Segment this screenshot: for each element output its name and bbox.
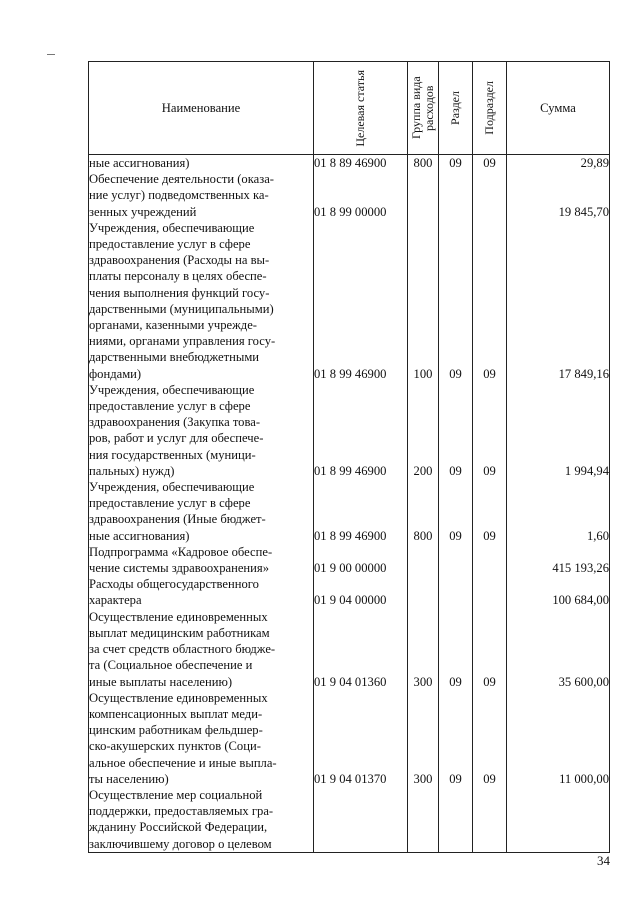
row-group [408, 787, 439, 852]
row-name-line: чения выполнения функций госу- [89, 285, 270, 300]
row-name-line: Обеспечение деятельности (оказа- [89, 172, 274, 187]
row-name-line: платы персоналу в целях обеспе- [89, 269, 267, 284]
row-name-line: альное обеспечение и иные выпла- [89, 755, 277, 770]
table-row [89, 382, 610, 479]
row-subsection [473, 171, 507, 220]
row-section: 09 [439, 155, 473, 172]
row-name-line: цинским работникам фельдшер- [89, 723, 263, 738]
row-name-line: Учреждения, обеспечивающие [89, 382, 255, 397]
row-article: 01 9 00 00000 [314, 544, 408, 576]
table-row [89, 787, 610, 852]
row-name-line: ров, работ и услуг для обеспече- [89, 431, 264, 446]
table-row [89, 576, 610, 608]
table-row [89, 171, 610, 220]
row-section: 09 [439, 220, 473, 382]
row-group: 800 [408, 479, 439, 544]
row-group [408, 544, 439, 576]
row-name [89, 479, 314, 544]
row-subsection [473, 787, 507, 852]
row-section: 09 [439, 479, 473, 544]
row-name [89, 609, 314, 690]
row-name-line: здравоохранения (Закупка това- [89, 415, 261, 430]
header-subsection: Подраздел [473, 62, 507, 155]
row-name [89, 382, 314, 479]
row-name-line: здравоохранения (Расходы на вы- [89, 253, 270, 268]
page-number: 34 [597, 853, 610, 868]
header-section: Раздел [439, 62, 473, 155]
row-group [408, 576, 439, 608]
row-article: 01 8 99 00000 [314, 171, 408, 220]
row-subsection: 09 [473, 155, 507, 172]
row-name-line: Учреждения, обеспечивающие [89, 220, 255, 235]
row-name-line: предоставление услуг в сфере [89, 496, 251, 511]
row-sum: 17 849,16 [507, 220, 610, 382]
row-name-line: здравоохранения (Иные бюджет- [89, 512, 266, 527]
row-name-line: характера [89, 593, 142, 608]
row-section [439, 544, 473, 576]
row-name-line: пальных) нужд) [89, 463, 175, 478]
row-section: 09 [439, 609, 473, 690]
row-article: 01 8 99 46900 [314, 382, 408, 479]
row-name-line: компенсационных выплат меди- [89, 706, 263, 721]
row-group [408, 171, 439, 220]
table-row [89, 690, 610, 787]
row-name-line: дарственными (муниципальными) [89, 301, 274, 316]
row-name-line: ные ассигнования) [89, 528, 190, 543]
row-name-line: ные ассигнования) [89, 156, 190, 170]
table-header-row [89, 62, 610, 155]
row-group: 200 [408, 382, 439, 479]
budget-table [88, 61, 610, 853]
row-subsection: 09 [473, 479, 507, 544]
row-article: 01 8 99 46900 [314, 479, 408, 544]
row-name-line: дарственными внебюджетными [89, 350, 260, 365]
row-name-line: зенных учреждений [89, 204, 197, 219]
row-name-line: фондами) [89, 366, 142, 381]
row-section: 09 [439, 382, 473, 479]
header-name: Наименование [89, 62, 314, 155]
row-name-line: ние услуг) подведомственных ка- [89, 188, 269, 203]
row-name [89, 787, 314, 852]
row-subsection: 09 [473, 382, 507, 479]
row-sum: 19 845,70 [507, 171, 610, 220]
row-article: 01 8 99 46900 [314, 220, 408, 382]
row-name-line: Осуществление единовременных [89, 690, 268, 705]
row-name-line: Учреждения, обеспечивающие [89, 480, 255, 495]
row-name-line: ско-акушерских пунктов (Соци- [89, 739, 261, 754]
row-subsection: 09 [473, 609, 507, 690]
row-name-line: ты населению) [89, 771, 169, 786]
row-group: 300 [408, 609, 439, 690]
row-name-line: Подпрограмма «Кадровое обеспе- [89, 544, 273, 559]
row-name [89, 690, 314, 787]
header-article: Целевая статья [314, 62, 408, 155]
row-name-line: выплат медицинским работникам [89, 625, 270, 640]
row-sum: 100 684,00 [507, 576, 610, 608]
row-name-line: предоставление услуг в сфере [89, 237, 251, 252]
row-group: 300 [408, 690, 439, 787]
row-subsection [473, 576, 507, 608]
row-article [314, 787, 408, 852]
row-name-line: органами, казенными учрежде- [89, 318, 257, 333]
row-article: 01 9 04 01360 [314, 609, 408, 690]
row-name [89, 220, 314, 382]
row-section [439, 787, 473, 852]
row-name [89, 576, 314, 608]
row-name-line: Осуществление единовременных [89, 609, 268, 624]
row-name-line: Расходы общегосударственного [89, 577, 259, 592]
row-subsection: 09 [473, 220, 507, 382]
row-article: 01 9 04 01370 [314, 690, 408, 787]
row-name [89, 155, 314, 172]
row-group: 800 [408, 155, 439, 172]
row-sum: 35 600,00 [507, 609, 610, 690]
row-name-line: предоставление услуг в сфере [89, 399, 251, 414]
header-sum: Сумма [507, 62, 610, 155]
row-sum: 1,60 [507, 479, 610, 544]
row-subsection: 09 [473, 690, 507, 787]
row-section [439, 171, 473, 220]
table-row [89, 220, 610, 382]
row-name-line: жданину Российской Федерации, [89, 820, 268, 835]
table-row [89, 155, 610, 172]
header-group: Группа вида расходов [408, 62, 439, 155]
row-subsection [473, 544, 507, 576]
row-name-line: иные выплаты населению) [89, 674, 233, 689]
row-article: 01 9 04 00000 [314, 576, 408, 608]
row-name-line: Осуществление мер социальной [89, 787, 263, 802]
table-row [89, 544, 610, 576]
row-name-line: поддержки, предоставляемых гра- [89, 804, 274, 819]
row-name [89, 171, 314, 220]
row-section [439, 576, 473, 608]
row-name-line: чение системы здравоохранения» [89, 561, 269, 576]
row-name-line: ния государственных (муници- [89, 447, 256, 462]
row-group: 100 [408, 220, 439, 382]
row-name-line: та (Социальное обеспечение и [89, 658, 253, 673]
row-name-line: заключившему договор о целевом [89, 836, 272, 851]
row-name-line: ниями, органами управления госу- [89, 334, 276, 349]
corner-mark [47, 54, 55, 55]
row-sum: 11 000,00 [507, 690, 610, 787]
row-name-line: за счет средств областного бюдже- [89, 642, 276, 657]
table-row [89, 479, 610, 544]
row-sum: 29,89 [507, 155, 610, 172]
row-sum: 1 994,94 [507, 382, 610, 479]
row-section: 09 [439, 690, 473, 787]
row-sum: 415 193,26 [507, 544, 610, 576]
row-article: 01 8 89 46900 [314, 155, 408, 172]
table-row [89, 609, 610, 690]
row-name [89, 544, 314, 576]
row-sum [507, 787, 610, 852]
